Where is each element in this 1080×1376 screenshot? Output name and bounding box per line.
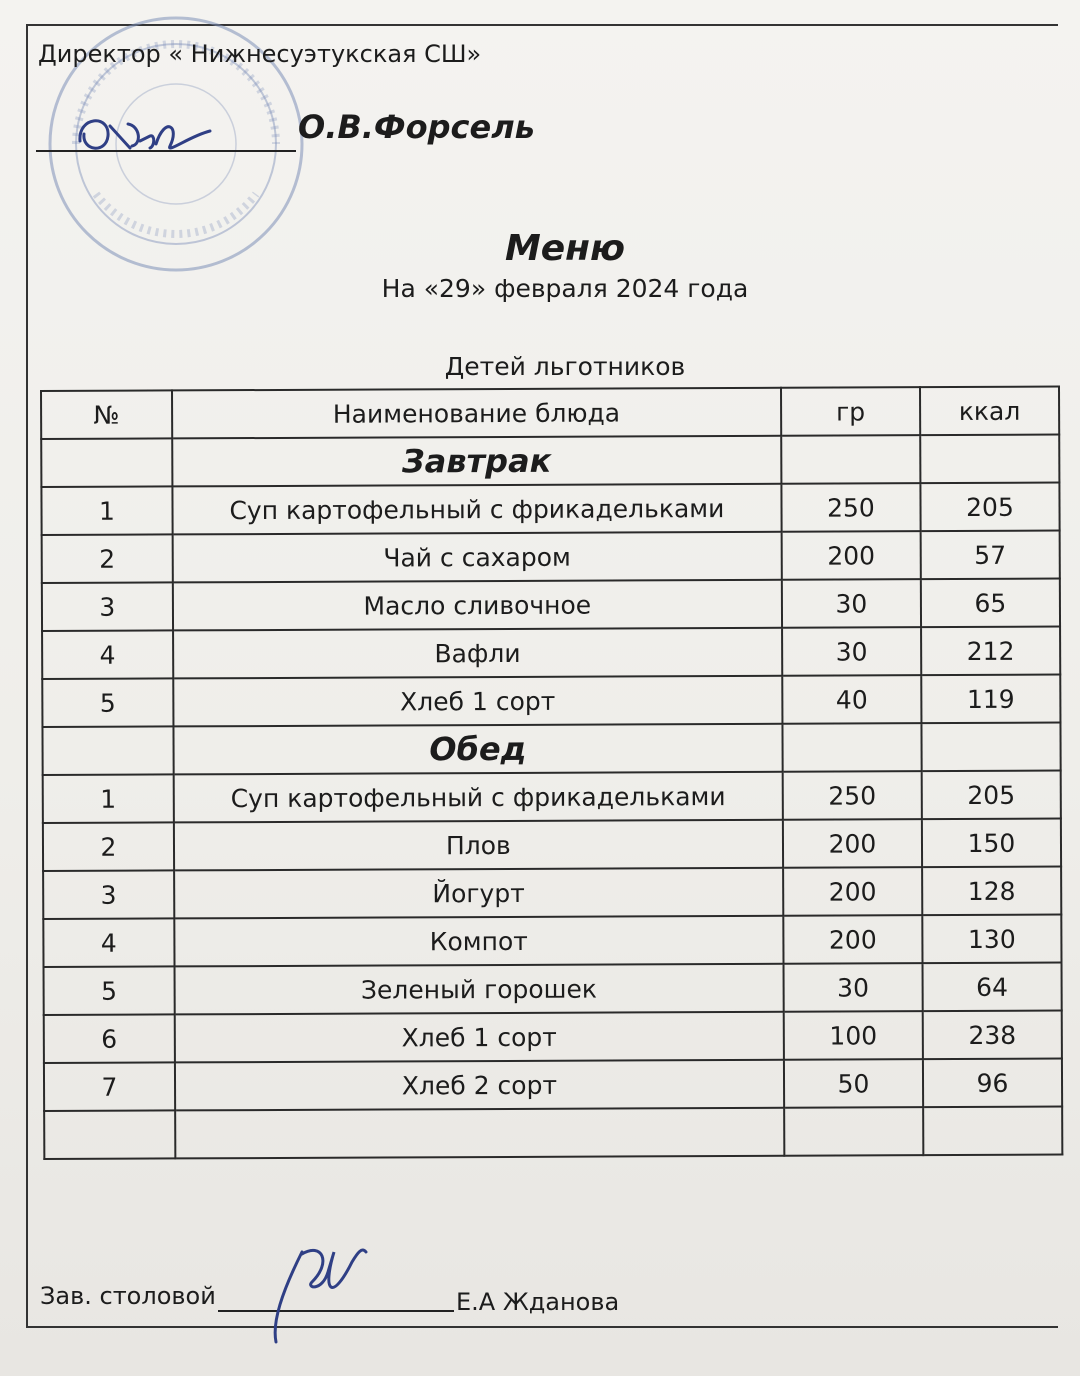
row-num: 2 (43, 822, 174, 871)
row-num: 1 (43, 774, 174, 823)
row-num: 5 (44, 966, 175, 1015)
document-subtitle: Детей льготников (444, 352, 686, 381)
table-row (42, 675, 1060, 727)
row-num: 3 (43, 870, 174, 919)
header-num: № (41, 390, 172, 439)
section-label: Обед (173, 724, 782, 775)
row-name: Компот (174, 916, 783, 967)
row-gr: 30 (782, 579, 921, 628)
row-num: 4 (43, 918, 174, 967)
row-num: 6 (44, 1014, 175, 1063)
table-row (43, 771, 1061, 823)
director-signature (70, 96, 220, 166)
row-num: 1 (41, 486, 172, 535)
row-kcal: 96 (923, 1059, 1062, 1108)
row-kcal: 150 (922, 819, 1061, 868)
document-title: Меню (504, 228, 626, 269)
row-gr: 200 (782, 531, 921, 580)
table-row (42, 531, 1060, 583)
table-row (44, 1059, 1062, 1111)
row-gr: 250 (783, 771, 922, 820)
row-name: Суп картофельный с фрикадельками (172, 484, 781, 535)
row-kcal: 205 (922, 771, 1061, 820)
row-kcal: 212 (921, 627, 1060, 676)
row-name: Зеленый горошек (174, 964, 783, 1015)
director-label: Директор « Нижнесуэтукская СШ» (38, 40, 482, 68)
row-gr: 200 (783, 867, 922, 916)
row-name: Плов (174, 820, 783, 871)
table-row (43, 867, 1061, 919)
row-name: Хлеб 2 сорт (175, 1060, 784, 1111)
row-gr: 200 (783, 915, 922, 964)
row-gr: 250 (781, 483, 920, 532)
row-kcal: 205 (920, 483, 1059, 532)
row-kcal: 65 (921, 579, 1060, 628)
table-row (43, 819, 1061, 871)
row-num: 5 (42, 678, 173, 727)
table-row (43, 915, 1061, 967)
canteen-head-signature (262, 1232, 372, 1352)
row-num: 2 (42, 534, 173, 583)
row-kcal: 64 (922, 963, 1061, 1012)
row-kcal: 128 (922, 867, 1061, 916)
section-row-breakfast (41, 435, 1059, 487)
header-kcal: ккал (920, 387, 1059, 436)
row-gr: 100 (784, 1011, 923, 1060)
row-gr: 200 (783, 819, 922, 868)
row-name: Чай с сахаром (172, 532, 781, 583)
row-name: Вафли (173, 628, 782, 679)
row-gr: 50 (784, 1059, 923, 1108)
row-gr: 30 (783, 963, 922, 1012)
table-row (44, 963, 1062, 1015)
row-name: Суп картофельный с фрикадельками (173, 772, 782, 823)
row-kcal: 119 (921, 675, 1060, 724)
row-name: Хлеб 1 сорт (174, 1012, 783, 1063)
director-name: О.В.Форсель (298, 108, 535, 146)
row-kcal: 238 (923, 1011, 1062, 1060)
row-name: Масло сливочное (173, 580, 782, 631)
footer-label: Зав. столовой (40, 1282, 216, 1310)
row-kcal: 130 (922, 915, 1061, 964)
table-header-row (41, 387, 1059, 439)
row-num: 3 (42, 582, 173, 631)
table-row-empty (44, 1107, 1062, 1159)
header-gr: гр (781, 387, 920, 436)
row-name: Хлеб 1 сорт (173, 676, 782, 727)
table-row (44, 1011, 1062, 1063)
director-signature-line (36, 150, 296, 152)
table-row (42, 627, 1060, 679)
section-row-lunch (42, 723, 1060, 775)
row-kcal: 57 (921, 531, 1060, 580)
footer-name: Е.А Жданова (456, 1288, 620, 1316)
header-name: Наименование блюда (172, 388, 781, 439)
table-row (42, 579, 1060, 631)
document-date: На «29» февраля 2024 года (381, 274, 749, 303)
row-gr: 30 (782, 627, 921, 676)
section-label: Завтрак (172, 436, 781, 487)
table-row (41, 483, 1059, 535)
menu-table (40, 386, 1063, 1160)
row-gr: 40 (782, 675, 921, 724)
row-name: Йогурт (174, 868, 783, 919)
row-num: 7 (44, 1062, 175, 1111)
row-num: 4 (42, 630, 173, 679)
